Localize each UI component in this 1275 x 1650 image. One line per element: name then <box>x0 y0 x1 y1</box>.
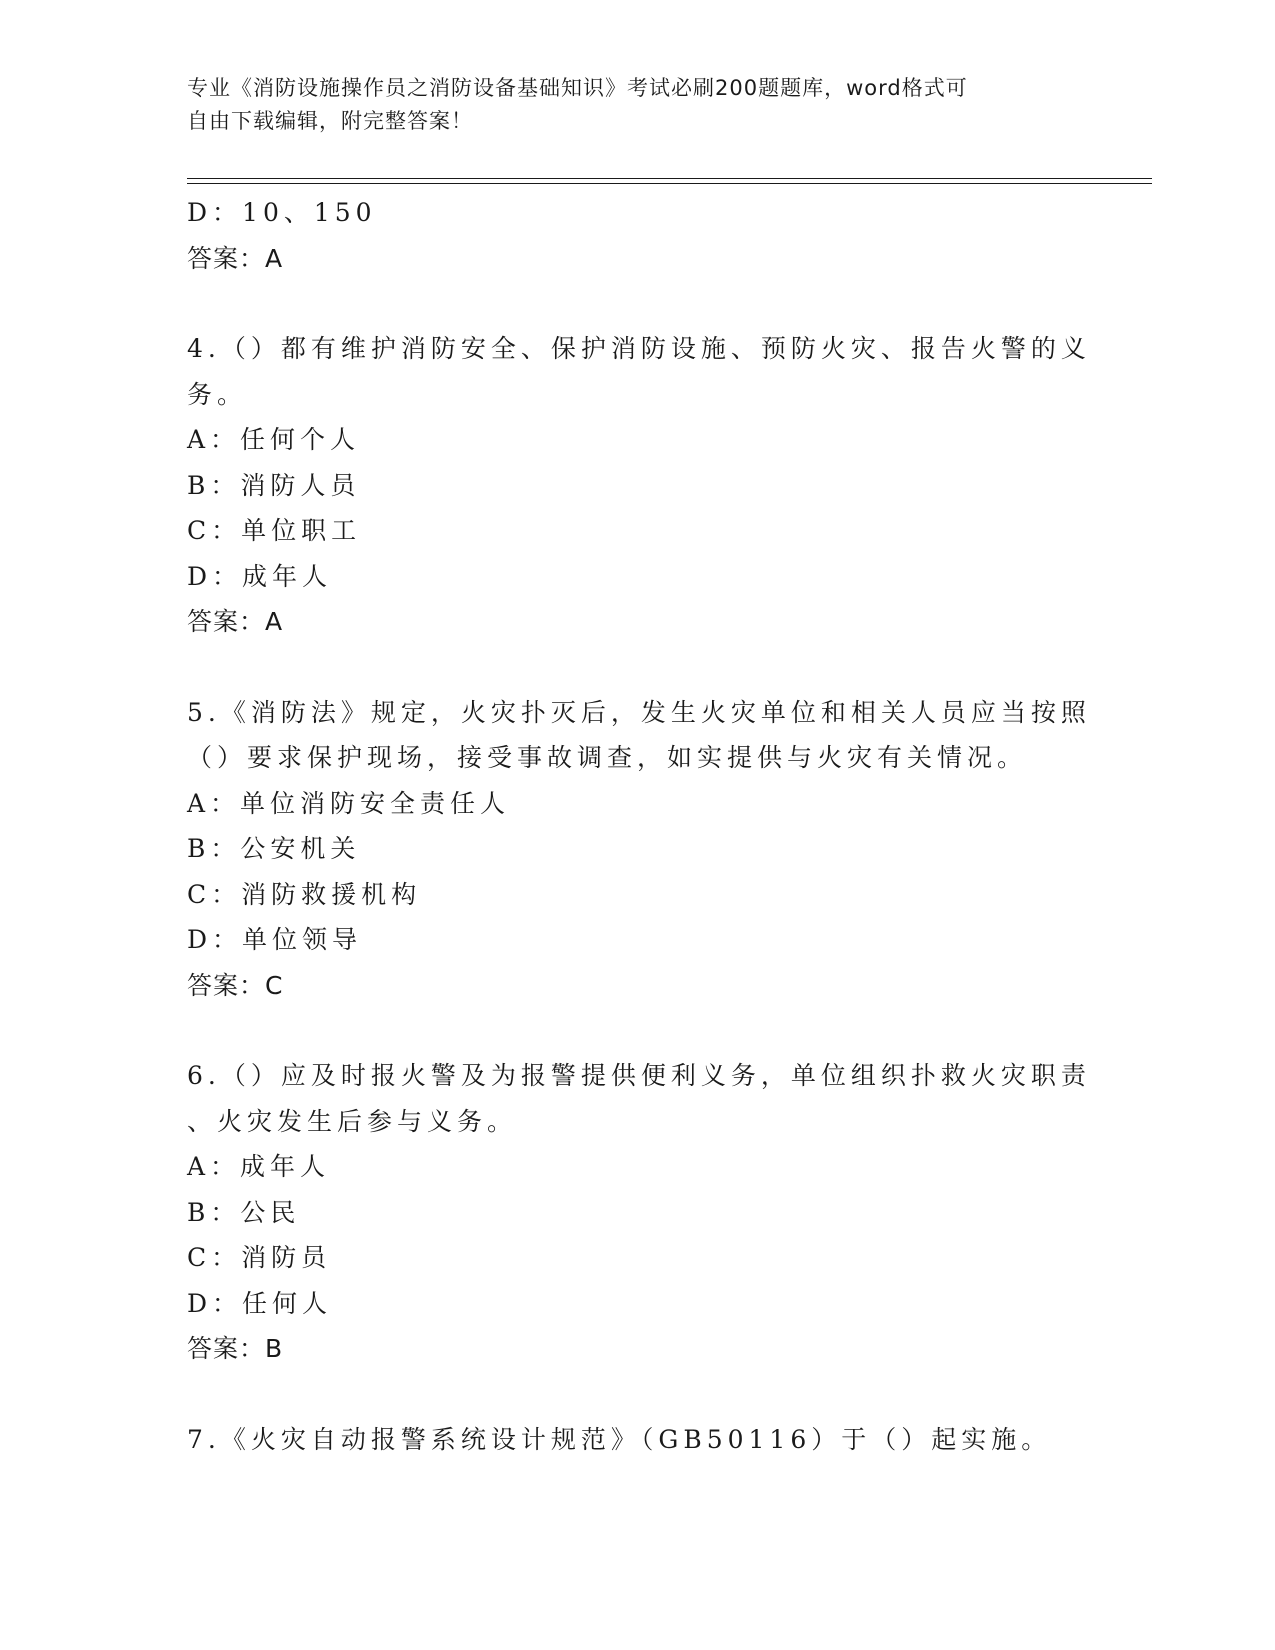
answer-line: 答案：B <box>187 1334 284 1363</box>
answer-line: 答案：C <box>187 970 284 1000</box>
option-b: B：公民 <box>187 1197 301 1227</box>
option-d: D：任何人 <box>187 1288 333 1318</box>
option-a: A：成年人 <box>187 1152 331 1181</box>
header-divider-bottom <box>187 183 1152 184</box>
question-text-line: 、火灾发生后参与义务。 <box>187 1106 518 1136</box>
question-block-4 <box>187 326 1091 645</box>
question-list <box>187 190 1091 1462</box>
option-b: B：消防人员 <box>187 470 361 500</box>
question-block-7 <box>187 1417 1087 1463</box>
question-text-line: 7.《火灾自动报警系统设计规范》（GB50116）于（）起实施。 <box>187 1424 1052 1454</box>
option-c: C：消防救援机构 <box>187 879 422 909</box>
question-spacer <box>187 645 1087 690</box>
question-spacer <box>187 1008 1087 1053</box>
question-text-line: 务。 <box>187 379 248 409</box>
header-line-2: 自由下载编辑，附完整答案！ <box>187 109 473 133</box>
option-d: D：成年人 <box>187 561 333 591</box>
question-text-line: 5.《消防法》规定，火灾扑灭后，发生火灾单位和相关人员应当按照 <box>187 697 1091 727</box>
option-c: C：单位职工 <box>187 516 362 545</box>
document-header <box>187 72 1067 138</box>
option-a: A：任何个人 <box>187 425 361 454</box>
header-divider-top <box>187 178 1152 179</box>
option-c: C：消防员 <box>187 1243 332 1272</box>
question-spacer <box>187 281 1087 326</box>
question-text-line: 4.（）都有维护消防安全、保护消防设施、预防火灾、报告火警的义 <box>187 334 1091 363</box>
option-b: B：公安机关 <box>187 834 361 863</box>
header-line-1: 专业《消防设施操作员之消防设备基础知识》考试必刷200题题库，word格式可 <box>187 76 968 100</box>
option-d: D：单位领导 <box>187 925 363 954</box>
question-block-5 <box>187 690 1091 1009</box>
answer-line: 答案：A <box>187 607 284 636</box>
question-spacer <box>187 1372 1087 1417</box>
answer-line: 答案：A <box>187 243 284 273</box>
question-text-line: （）要求保护现场，接受事故调查，如实提供与火灾有关情况。 <box>187 743 1028 772</box>
option-d: D：10、150 <box>187 198 377 227</box>
option-a: A：单位消防安全责任人 <box>187 788 511 818</box>
question-text-line: 6.（）应及时报火警及为报警提供便利义务，单位组织扑救火灾职责 <box>187 1061 1091 1090</box>
question-block-6 <box>187 1053 1091 1372</box>
